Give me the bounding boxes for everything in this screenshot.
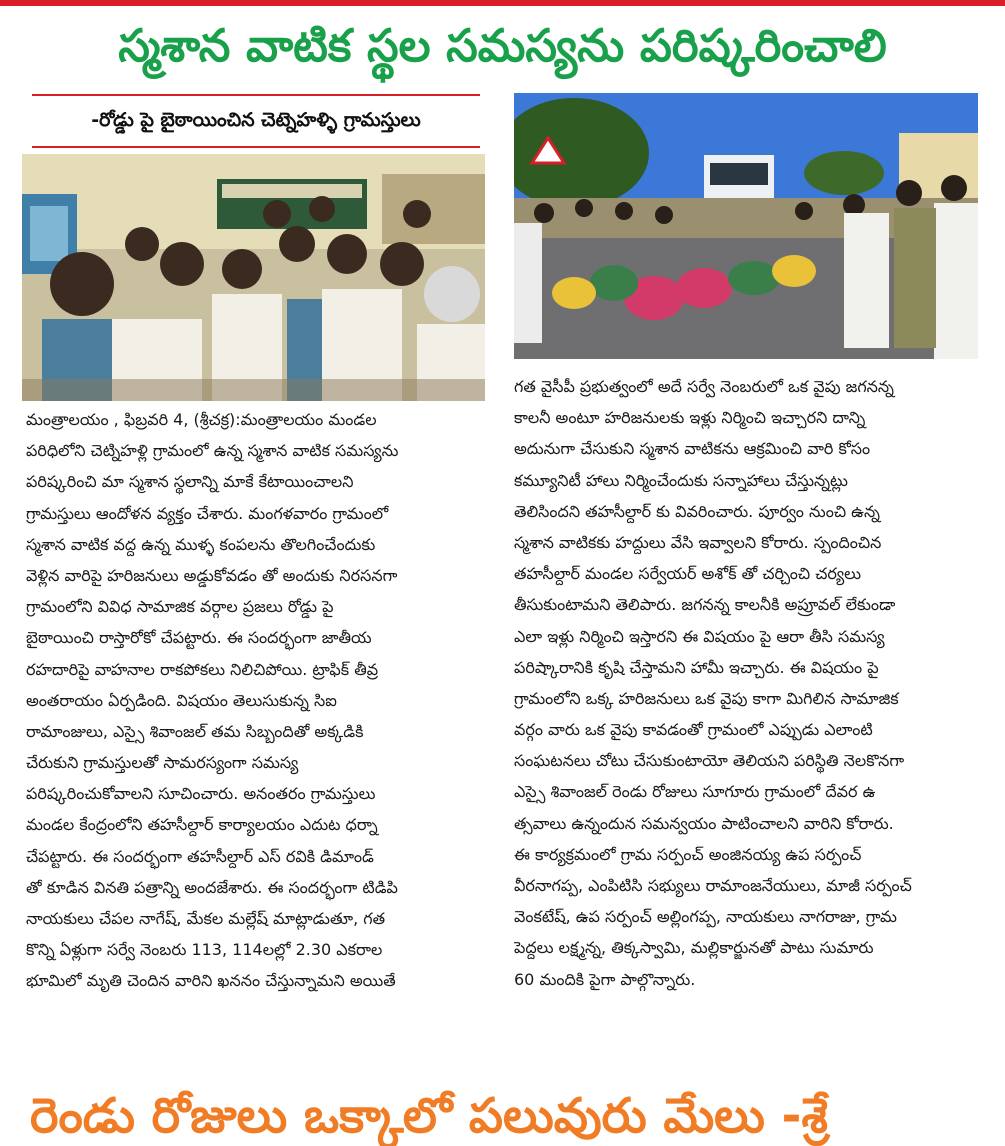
body-line: మండల కేంద్రంలోని తహసీల్దార్ కార్యాలయం ఎదుట ధర్నా xyxy=(26,815,378,835)
body-line: స్మశాన వాటిక వద్ద ఉన్న ముళ్ళ కంపలను తొలగించేందుకు xyxy=(26,534,376,554)
body-line: ఈ కార్యక్రమంలో గ్రామ సర్పంచ్ అంజినయ్య ఉప సర్పంచ్ xyxy=(514,844,862,864)
body-line: కమ్యూనిటీ హాలు నిర్మించేందుకు సన్నాహాలు చేస్తున్నట్లు xyxy=(514,470,848,490)
next-article-headline: రెండు రోజులు ఒక్కాలో పలువురు మేలు -శ్రే xyxy=(30,1088,828,1144)
body-line: ఎలా ఇళ్లు నిర్మించి ఇస్తారని ఈ విషయం పై ఆరా తీసి సమస్య xyxy=(514,626,885,646)
body-line: రామాంజులు, ఎస్సై శివాంజల్ తమ సిబ్బందితో అక్కడికి xyxy=(26,721,364,741)
protest-office-photo xyxy=(22,154,485,401)
body-line: వెంకటేష్, ఉప సర్పంచ్ అల్లింగప్ప, నాయకులు నాగరాజు, గ్రామ xyxy=(514,907,897,927)
article-subheadline: -రోడ్డు పై బైఠాయించిన చెట్నెహళ్ళి గ్రామస్తులు xyxy=(91,109,421,131)
body-line: వర్గం వారు ఒక వైపు కావడంతో గ్రామంలో ఎప్పుడు ఎలాంటి xyxy=(514,720,873,740)
body-line: తో కూడిన వినతి పత్రాన్ని అందజేశారు. ఈ సందర్భంగా టిడిపి xyxy=(26,877,398,897)
body-line: అదునుగా చేసుకుని స్మశాన వాటికను ఆక్రమించి వారి కోసం xyxy=(514,439,871,459)
body-line: పరిష్కారానికి కృషి చేస్తామని హామీ ఇచ్చారు. ఈ విషయం పై xyxy=(514,657,879,677)
subheadline-box xyxy=(32,94,480,148)
body-line: స్మశాన వాటికకు హద్దులు వేసి ఇవ్వాలని కోరారు. స్పందించిన xyxy=(514,532,882,552)
road-blockade-photo xyxy=(514,93,978,359)
body-line: సంఘటనలు చోటు చేసుకుంటాయో తెలియని పరిస్థితి నెలకొనగా xyxy=(514,751,905,771)
body-line: తహసీల్దార్ మండల సర్వేయర్ అశోక్ తో చర్చించి చర్యలు xyxy=(514,564,862,584)
body-line: పరిధిలోని చెట్నిహళ్లి గ్రామంలో ఉన్న స్మశాన వాటిక సమస్యను xyxy=(26,441,399,461)
body-line: బైఠాయించి రాస్తారోకో చేపట్టారు. ఈ సందర్భంగా జాతీయ xyxy=(26,628,372,648)
body-line: గ్రామంలోని ఒక్క హరిజనులు ఒక వైపు కాగా మిగిలిన సామాజిక xyxy=(514,688,899,708)
body-line: గత వైసీపీ ప్రభుత్వంలో అదే సర్వే నెంబరులో ఒక వైపు జగనన్న xyxy=(514,377,894,396)
body-line: మంత్రాలయం , ఫిబ్రవరి 4, (శ్రీచక్ర):మంత్రాలయం మండల xyxy=(26,410,377,429)
body-line: తెలిసిందని తహసీల్దార్ కు వివరించారు. పూర్వం నుంచి ఉన్న xyxy=(514,501,880,521)
body-line: అంతరాయం ఏర్పడింది. విషయం తెలుసుకున్న సిఐ xyxy=(26,690,337,710)
body-line: తీసుకుంటామని తెలిపారు. జగనన్న కాలనీకి అప్రూవల్ లేకుండా xyxy=(514,595,896,615)
body-line: 60 మందికి పైగా పాల్గొన్నారు. xyxy=(514,969,696,989)
body-line: ఎస్సై శివాంజల్ రెండు రోజులు సూగూరు గ్రామంలో దేవర ఉ xyxy=(514,782,876,802)
article-body-left-column xyxy=(26,404,484,997)
body-line: గ్రామస్తులు ఆందోళన వ్యక్తం చేశారు. మంగళవారం గ్రామంలో xyxy=(26,503,389,523)
body-line: పెద్దలు లక్ష్మన్న, తిక్కస్వామి, మల్లికార్జునతో పాటు సుమారు xyxy=(514,938,874,958)
body-line: వెళ్లిన వారిపై హరిజనులు అడ్డుకోవడం తో అందుకు నిరసనగా xyxy=(26,565,398,585)
body-line: కొన్ని ఏళ్లుగా సర్వే నెంబరు 113, 114లల్లో 2.30 ఎకరాల xyxy=(26,940,383,960)
body-line: భూమిలో మృతి చెందిన వారిని ఖననం చేస్తున్నామని అయితే xyxy=(26,971,396,991)
body-line: కాలనీ అంటూ హరిజనులకు ఇళ్లు నిర్మించి ఇచ్చారని దాన్ని xyxy=(514,408,866,428)
body-line: నాయకులు చేపల నాగేష్, మేకల మల్లేష్ మాట్లాడుతూ, గత xyxy=(26,909,386,928)
body-line: పరిష్కరించి మా స్మశాన స్థలాన్ని మాకే కేటాయించాలని xyxy=(26,472,354,492)
article-headline: స్మశాన వాటిక స్థల సమస్యను పరిష్కరించాలి xyxy=(118,19,887,72)
body-line: చేరుకుని గ్రామస్తులతో సామరస్యంగా సమస్య xyxy=(26,753,299,773)
top-red-rule xyxy=(0,0,1005,6)
body-line: చేపట్టారు. ఈ సందర్భంగా తహసీల్దార్ ఎస్ రవికి డిమాండ్ xyxy=(26,846,374,866)
article-body-right-column xyxy=(514,371,984,995)
body-line: రహదారిపై వాహనాల రాకపోకలు నిలిచిపోయి. ట్రాఫిక్ తీవ్ర xyxy=(26,659,379,679)
body-line: త్సవాలు ఉన్నందున సమన్వయం పాటించాలని వారిని కోరారు. xyxy=(514,813,894,833)
body-line: గ్రామంలోని వివిధ సామాజిక వర్గాల ప్రజలు రోడ్డు పై xyxy=(26,597,334,617)
body-line: పరిష్కరించుకోవాలని సూచించారు. అనంతరం గ్రామస్తులు xyxy=(26,784,376,804)
body-line: వీరనాగప్ప, ఎంపిటిసి సభ్యులు రామాంజనేయులు, మాజీ సర్పంచ్ xyxy=(514,876,912,895)
